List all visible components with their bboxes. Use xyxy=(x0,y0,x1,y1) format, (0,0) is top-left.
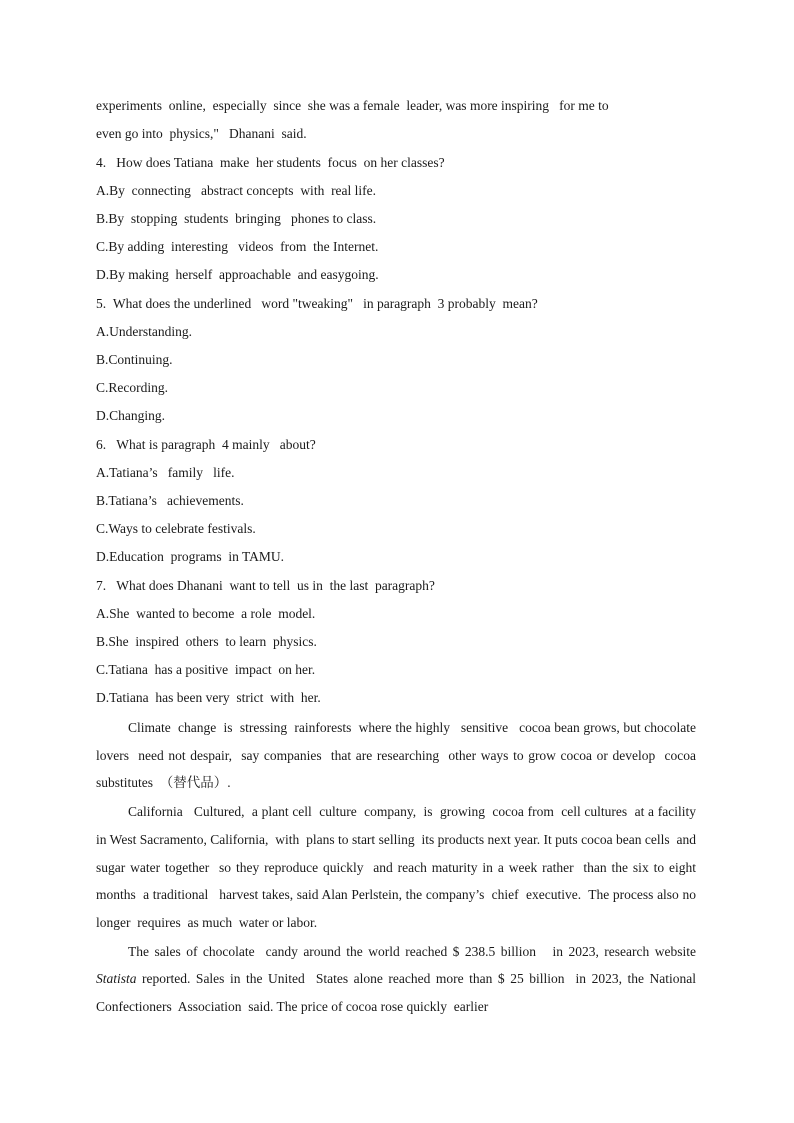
text-line: even go into physics," Dhanani said. xyxy=(96,126,307,141)
paragraph-1: Climate change is stressing rainforests where the highly sensitive cocoa bean grows, but chocolate lovers need not despair, say companies that are researching other ways to grow cocoa or develop cocoa substitutes （替代品）. xyxy=(96,720,703,791)
reading-passage xyxy=(96,714,707,1021)
question-number: 5. xyxy=(96,296,107,311)
option-d: D.Changing. xyxy=(96,408,165,423)
question-7 xyxy=(96,572,696,712)
option-c: C.Tatiana has a positive impact on her. xyxy=(96,662,316,677)
option-a: A.Tatiana’s family life. xyxy=(96,465,235,480)
option-a: A.By connecting abstract concepts with real life. xyxy=(96,183,377,198)
option-d: D.Education programs in TAMU. xyxy=(96,549,285,564)
paragraph-3 xyxy=(96,938,703,1021)
question-number: 7. xyxy=(96,578,107,593)
option-c: C.Ways to celebrate festivals. xyxy=(96,521,256,536)
option-a: A.Understanding. xyxy=(96,324,192,339)
question-number: 6. xyxy=(96,437,107,452)
question-5 xyxy=(96,290,696,430)
paragraph-3-text: The sales of chocolate candy around the world reached $ 238.5 billion in 2023, research website xyxy=(128,943,700,959)
option-d: D.By making herself approachable and easygoing. xyxy=(96,267,379,282)
question-text: What is paragraph 4 mainly about? xyxy=(116,437,316,452)
intro-continuation xyxy=(96,92,696,148)
paragraph-2: California Cultured, a plant cell culture company, is growing cocoa from cell cultures at a facility in West Sacramento, California, with plans to start selling its products next year. It puts cocoa bean cells and sugar water together so they reproduce quickly and reach maturity in a week rather than the six to eight months a traditional harvest takes, said Alan Perlstein, the company’s chief executive. The process also no longer requires as much water or labor. xyxy=(96,804,707,930)
question-stem xyxy=(96,572,696,600)
question-stem xyxy=(96,149,696,177)
option-d: D.Tatiana has been very strict with her. xyxy=(96,690,321,705)
option-c: C.By adding interesting videos from the Internet. xyxy=(96,239,379,254)
document-page xyxy=(96,92,707,1021)
option-b: B.By stopping students bringing phones to class. xyxy=(96,211,377,226)
option-b: B.Continuing. xyxy=(96,352,173,367)
question-number: 4. xyxy=(96,155,107,170)
question-text: How does Tatiana make her students focus on her classes? xyxy=(116,155,445,170)
question-6 xyxy=(96,431,696,571)
question-text: What does Dhanani want to tell us in the last paragraph? xyxy=(116,578,435,593)
question-stem xyxy=(96,290,696,318)
option-a: A.She wanted to become a role model. xyxy=(96,606,316,621)
paragraph-3-text: reported. Sales in the United States alone reached more than $ 25 billion in 2023, the National Confectioners Association said. The price of cocoa rose quickly earlier xyxy=(96,971,703,1015)
option-b: B.Tatiana’s achievements. xyxy=(96,493,244,508)
text-line: experiments online, especially since she was a female leader, was more inspiring for me to xyxy=(96,98,609,113)
question-stem xyxy=(96,431,696,459)
option-b: B.She inspired others to learn physics. xyxy=(96,634,317,649)
question-text: What does the underlined word "tweaking" in paragraph 3 probably mean? xyxy=(112,296,538,311)
option-c: C.Recording. xyxy=(96,380,168,395)
source-name: Statista xyxy=(96,971,137,987)
question-4 xyxy=(96,149,696,289)
